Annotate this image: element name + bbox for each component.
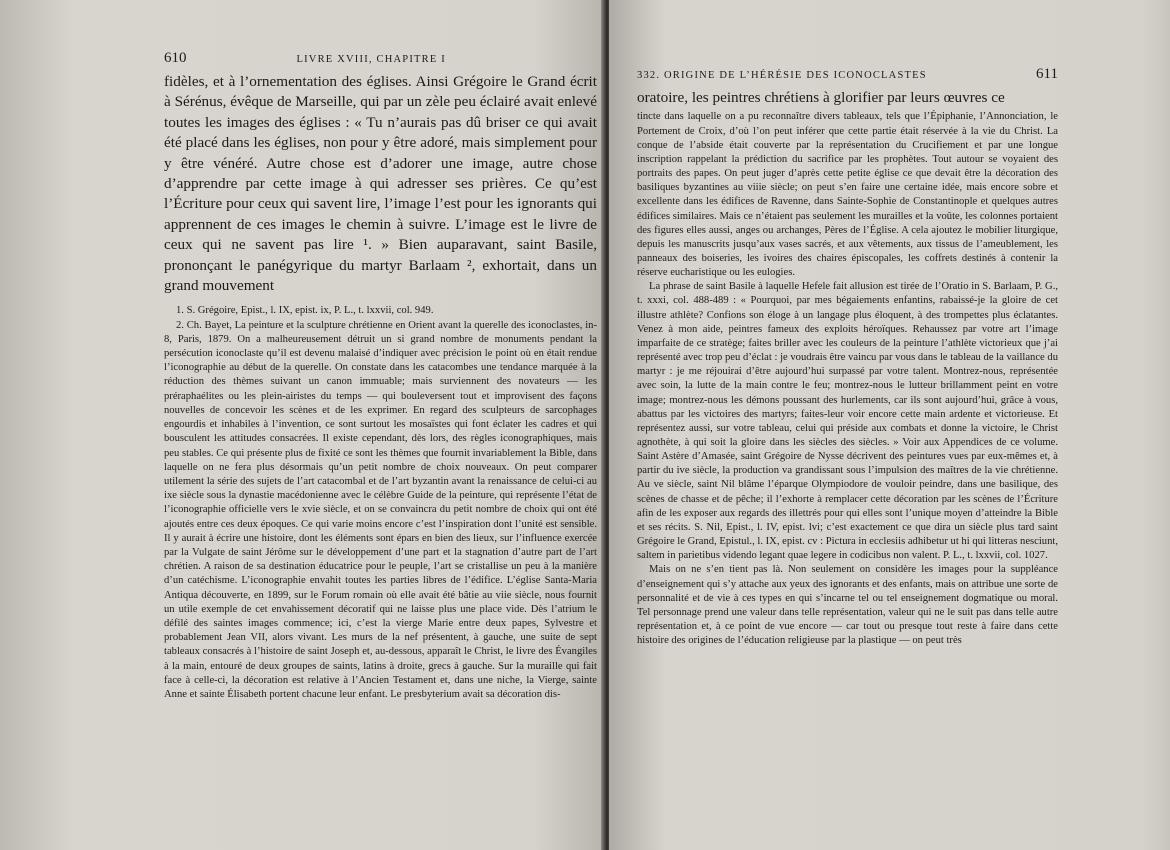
note-paragraph: La phrase de saint Basile à laquelle Hefele fait allusion est tirée de l’Oratio in S. Barlaam, P. G., t. xxxi, col. 488-489 : « Pourquoi, par mes bégaiements enfantins, rabaissé-je la gloire de cet illustre athlète? Confions son éloge à un langage plus éloquent, à des trompettes plus éclatantes. Venez à mon aide, peintres fameux des exploits héroïques. Rehaussez par votre art l’image imparfaite de ce stratège; faites briller avec les couleurs de la peinture l’athlète victorieux que j’ai représenté avec trop peu d’éclat : je voudrais être vaincu par vous dans le tableau de la vaillance du martyr : je me réjouirai d’être aujourd’hui surpassé par votre talent. Montrez-nous, représentée avec soin, la lutte de la main contre le feu; montrez-nous le lutteur brillamment peint en votre image; montrez-nous les démons poussant des hurlements, car ils sont aujourd’hui, grâce à vous, abattus par les victoires des martyrs; faites-leur voir encore cette main ardente et victorieuse. Et représentez aussi, sur votre tableau, celui qui préside aux combats et donne la victoire, le Christ agnothète, à qui soit la gloire dans les siècles des siècles. » Voir aux Appendices de ce volume. Saint Astère d’Amasée, saint Grégoire de Nysse décrivent des peintures vues par eux-mêmes et, à partir du ive siècle, la production va grandissant sous l’impulsion des maîtres de la vie chrétienne. Au ve siècle, saint Nil blâme l’éparque Olympiodore de vouloir peindre, dans une basilique, des scènes de chasse et de pêche; il l’exhorte à remplacer cette décoration par les scènes de l’Écriture afin de les exposer aux regards des illettrés pour qui elles sont l’unique moyen d’atteindre la Bible et ses récits. S. Nil, Epist., l. IV, epist. lvi; c’est exactement ce que dira un siècle plus tard saint Grégoire le Grand, Epistul., l. IX, epist. cv : Pictura in ecclesiis adhibetur ut hi qui litteras nesciunt, saltem in parietibus videndo legant quae legere in codicibus non valent. P. L., t. lxxvii, col. 1027. [637, 281, 1058, 562]
footnote: 2. Ch. Bayet, La peinture et la sculpture chrétienne en Orient avant la querelle des iconoclastes, in-8, Paris, 1879. On a malheureusement détruit un si grand nombre de monuments pendant la persécution iconoclaste qu’il est devenu malaisé d’indiquer avec précision le point où en était rendue l’iconographie au début de la querelle. On constate dans les catacombes une tendance marquée à la réduction des thèmes suivant un canon immuable; mais surviennent des novateurs — les préraphaélites ou les plein-airistes du temps — qui bouleversent tout et improvisent des façons nouvelles de concevoir les scènes et de les exprimer. En regard des sculpteurs de sarcophages engourdis et inhabiles à l’invention, ce sont surtout les mosaïstes qui font éclater les cadres et qui bousculent les attitudes consacrées. Il existe cependant, dès lors, des règles iconographiques, mais peu stables. Ce qui présente plus de fixité ce sont les thèmes que fournit invariablement la Bible, dans laquelle on ne fera plus désormais qu’un petit nombre de choix nouveaux. On peut comparer utilement la série des sujets de l’art catacombal et de l’art byzantin avant la renaissance de celui-ci au ixe siècle sous la dynastie macédonienne avec le célèbre Guide de la peinture, qui représente l’état de l’iconographie officielle vers le xvie siècle, et on se convaincra du petit nombre de choix qui ont été ajoutés entre ces deux époques. Ce qui varie moins encore c’est l’inspiration dont l’unité est sensible. Il y aurait à écrire une histoire, dont les éléments sont épars en bien des lieux, sur l’influence exercée par la Vulgate de saint Jérôme sur le développement d’une part et la stagnation d’autre part de l’art chrétien. A raison de sa destination éducatrice pour le peuple, l’art se cristallise un peu à la manière d’un catéchisme. L’iconographie envahit toutes les parties libres de l’édifice. L’église Santa-Maria Antiqua découverte, en 1899, sur le Forum romain où elle avait été bâtie au viie siècle, nous fournit un utile exemple de cet envahissement décoratif qui ne laisse plus une place vide. Dès l’atrium le défilé des saintes images commence; ici, c’est la vierge Marie entre deux papes, Sylvestre et probablement Jean VII, alors vivant. Les murs de la nef présentent, à gauche, une suite de sept tableaux consacrés à l’histoire de saint Joseph et, au-dessous, apparaît le Christ, le livre des Évangiles à la main, entouré de deux groupes de saints, latins à droite, grecs à gauche. Sur la muraille qui fait face à celle-ci, la décoration est relative à l’Ancien Testament et, dans une niche, la Vierge, sainte Anne et sainte Élisabeth portent chacune leur enfant. Le presbyterium avait sa décoration dis- [164, 319, 597, 700]
running-title: 332. ORIGINE DE L’HÉRÉSIE DES ICONOCLASTES [637, 70, 927, 81]
note-paragraph: tincte dans laquelle on a pu reconnaître divers tableaux, tels que l’Épiphanie, l’Annonciation, le Portement de Croix, d’où l’on peut inférer que cette partie était réservée à la vie du Christ. La conque de l’abside était couverte par la représentation du Crucifiement et par une longue inscription rappelant la prédiction du sacrifice par les prophètes. Tout autour se voyaient des portraits des papes. On peut juger d’après cette petite église ce que devait être la décoration des basiliques byzantines au viiie siècle; on peut s’en faire une certaine idée, mais encore sobre et excellente dans les édifices de Ravenne, dans Sainte-Sophie de Constantinople et quelques autres édifices similaires. Mais ce n’étaient pas seulement les murailles et la voûte, les colonnes portaient des figures elles aussi, anges ou archanges, Pères de l’Église. A cela ajoutez le mobilier liturgique, depuis les manuscrits jusqu’aux vases sacrés, et aux vêtements, aux tissus de l’ameublement, les panneaux des boiseries, les ivoires des chaires épiscopales, les coffrets destinés à contenir la réserve eucharistique ou les eulogies. [637, 111, 1058, 279]
page-number: 611 [1036, 66, 1058, 82]
running-head [637, 66, 1058, 88]
note-paragraph: Mais on ne s’en tient pas là. Non seulement on considère les images pour la suppléance d’enseignement qui s’y attache aux yeux des ignorants et des enfants, mais on attribue une sorte de personnalité et de vie à ces types en qui s’incarne tel ou tel enseignement dogmatique ou moral. Tel personnage prend une valeur dans telle représentation, valeur qui ne le suit pas dans telle autre représentation et, à ce point de vue encore — car tout ou presque tout reste à faire dans cette histoire des origines de l’éducation religieuse par la plastique — on peut très [637, 564, 1058, 647]
running-head [164, 50, 597, 72]
right-page [609, 0, 1170, 850]
footnote: 1. S. Grégoire, Epist., l. IX, epist. ix, P. L., t. lxxvii, col. 949. [176, 305, 434, 317]
body-text: oratoire, les peintres chrétiens à glorifier par leurs œuvres ce [637, 89, 1005, 106]
footnotes [164, 304, 597, 702]
note-continuation [637, 110, 1058, 648]
running-title: LIVRE XVIII, CHAPITRE I [296, 54, 446, 65]
page-number: 610 [164, 50, 187, 66]
body-text: fidèles, et à l’ornementation des églises. Ainsi Grégoire le Grand écrit à Sérénus, évêque de Marseille, qui par un zèle peu éclairé avait enlevé toutes les images des églises : « Tu n’aurais pas dû briser ce qui avait été placé dans les églises, non pour y être adoré, mais simplement pour y être vénéré. Autre chose est d’adorer une image, autre chose d’apprendre par cette image à qui adresser ses prières. Ce qu’est l’Écriture pour ceux qui savent lire, l’image l’est pour les ignorants qui apprennent de ces images le chemin à suivre. L’image est le livre de ceux qui ne savent pas lire ¹. » Bien auparavant, saint Basile, prononçant le panégyrique du martyr Barlaam ², exhortait, dans un grand mouvement [164, 73, 597, 295]
